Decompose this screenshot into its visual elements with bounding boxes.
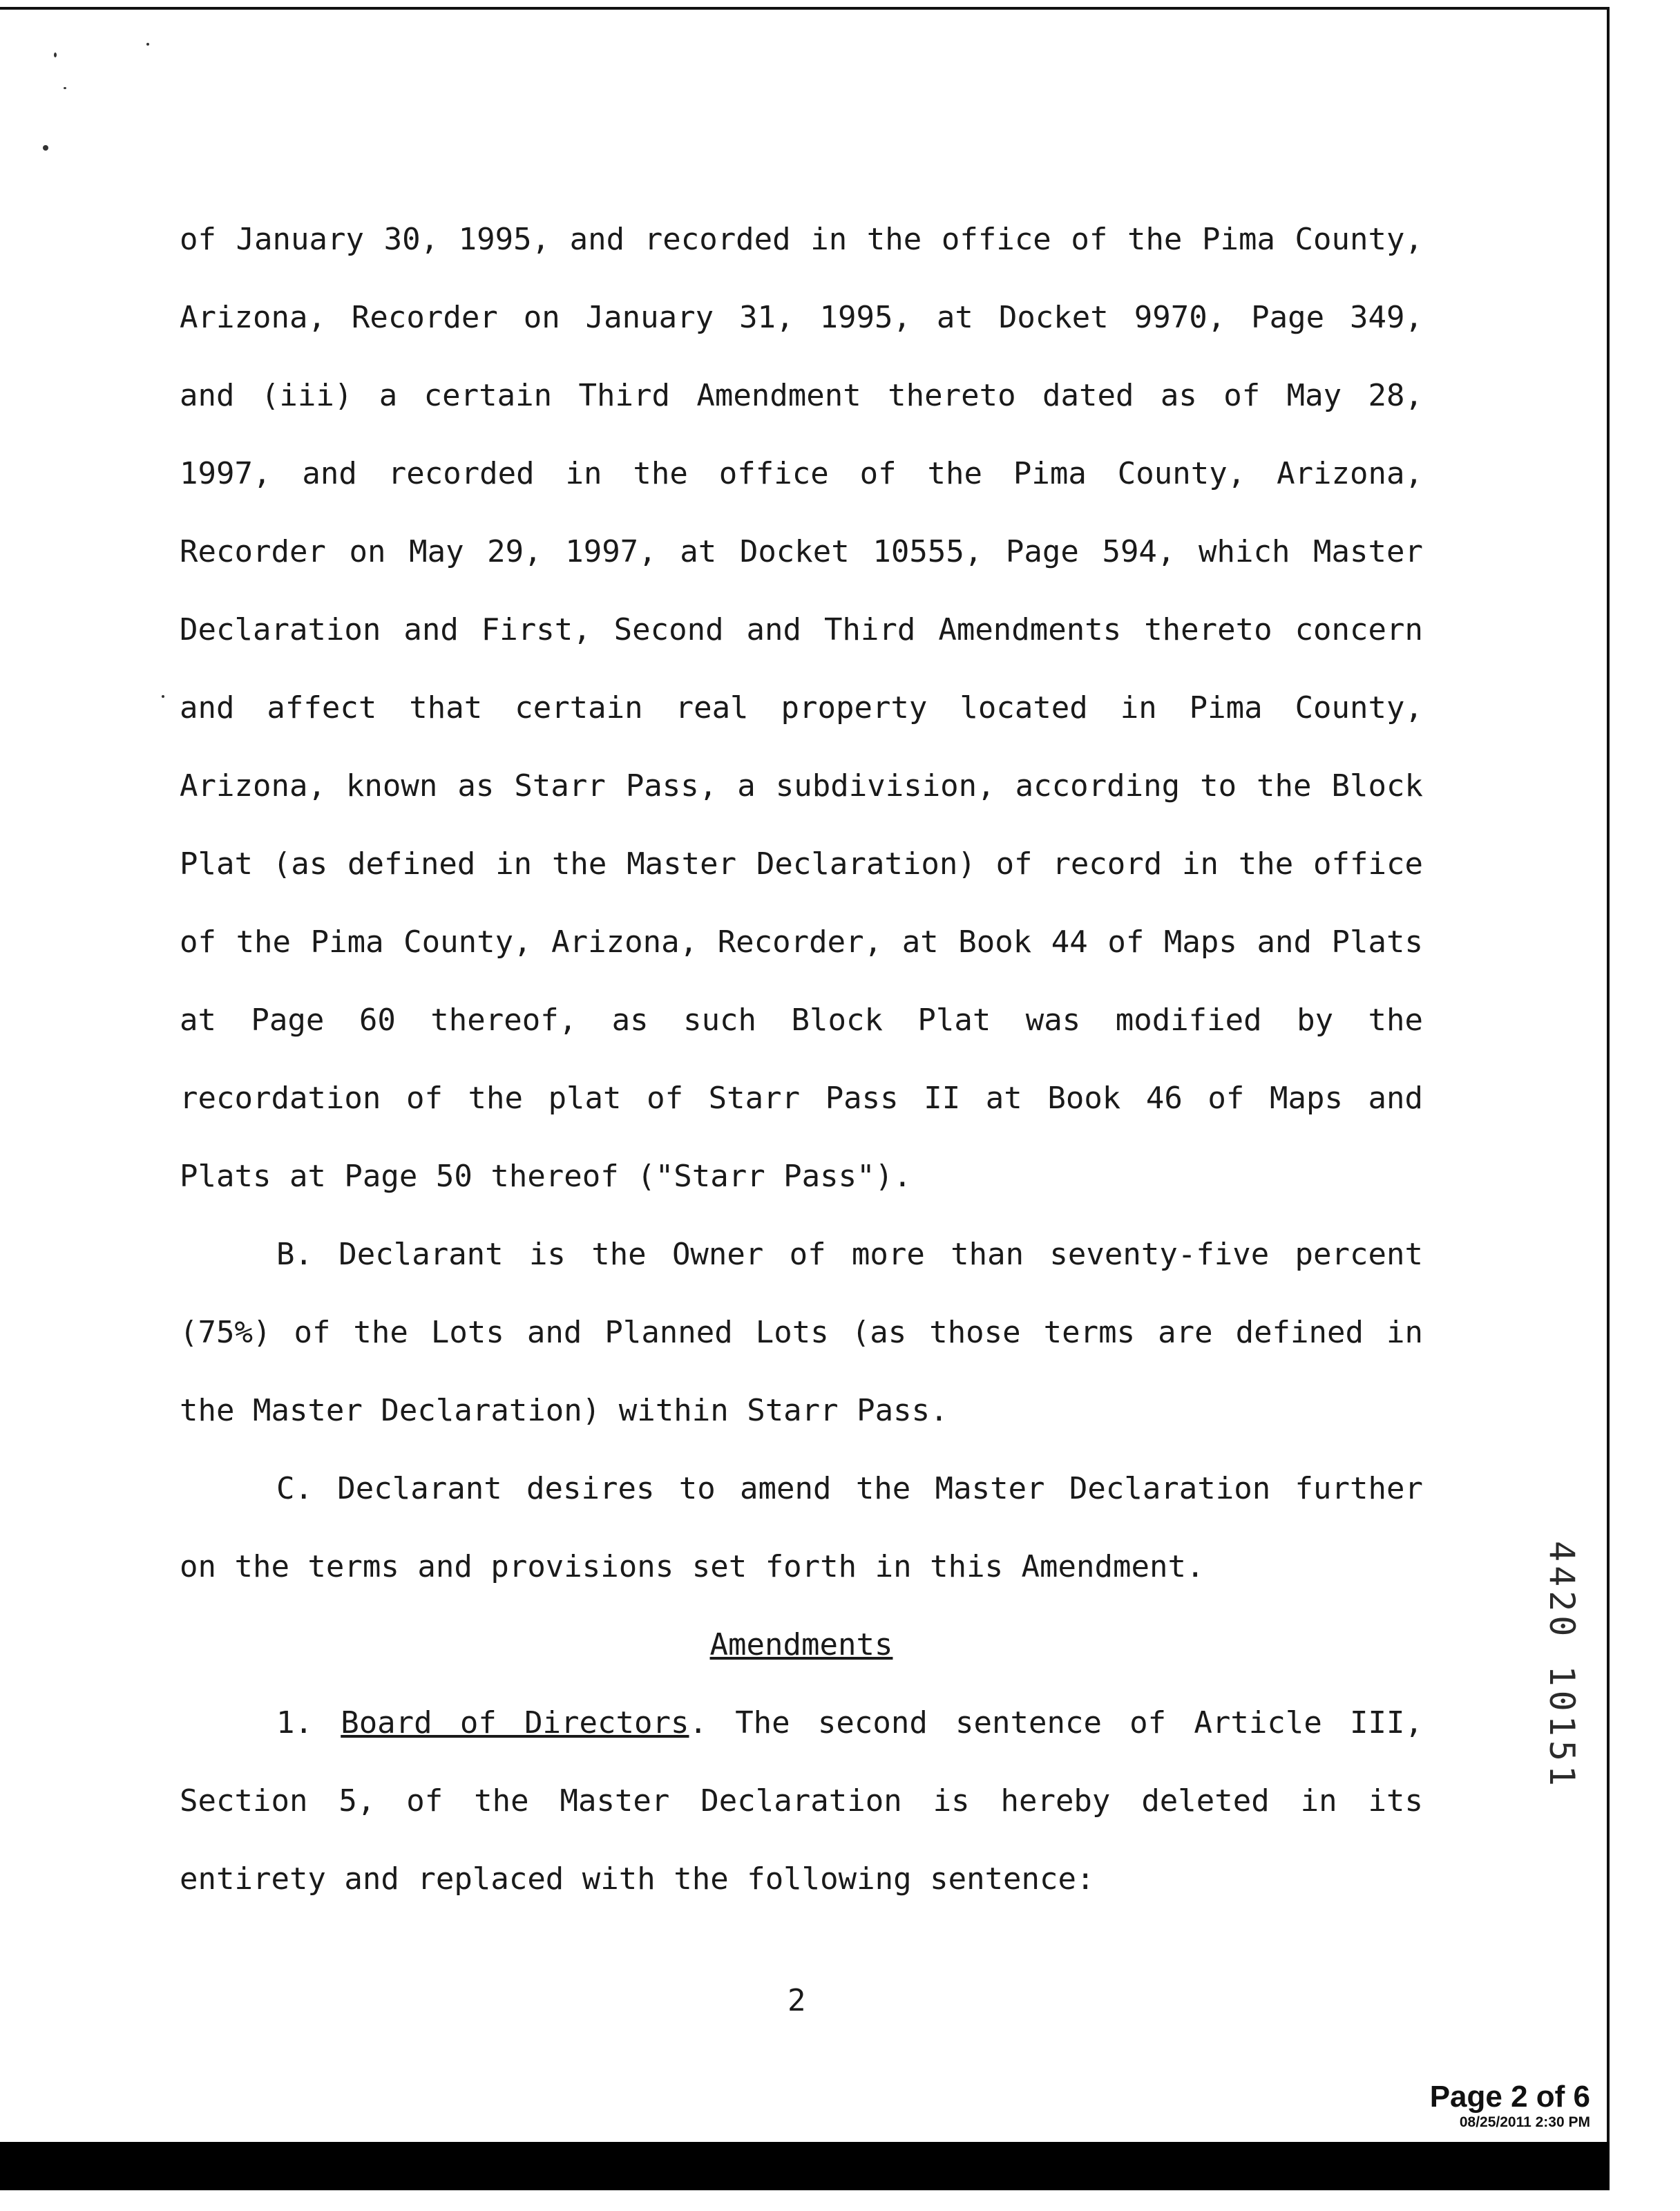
recording-stamp [1540,1541,1596,1886]
text-line: the Master Declaration) within Starr Pass. [180,1393,948,1428]
text-line: Arizona, known as Starr Pass, a subdivision, according to the Block [180,768,1423,804]
text-line: at Page 60 thereof, as such Block Plat was modified by the [180,1003,1423,1038]
recording-stamp-number: 4420 10151 [1542,1541,1582,1791]
item-1-number: 1. [276,1705,313,1740]
item-1-text: . The second sentence of Article III, [689,1705,1423,1740]
text-line: on the terms and provisions set forth in this Amendment. [180,1549,1205,1584]
text-line: (75%) of the Lots and Planned Lots (as those terms are defined in [180,1315,1423,1350]
footer-timestamp: 08/25/2011 2:30 PM [1459,2114,1590,2130]
footer-page-label: Page 2 of 6 [1429,2080,1590,2114]
text-line: Plats at Page 50 thereof ("Starr Pass"). [180,1159,912,1194]
scan-speck [146,43,149,46]
text-line: Recorder on May 29, 1997, at Docket 10555, Page 594, which Master [180,534,1423,569]
text-line: recordation of the plat of Starr Pass II at Book 46 of Maps and [180,1081,1423,1116]
text-line: and (iii) a certain Third Amendment thereto dated as of May 28, [180,378,1423,413]
section-heading [180,1606,1423,1684]
text-line: Plat (as defined in the Master Declaration) of record in the office [180,846,1423,882]
text-line: Section 5, of the Master Declaration is hereby deleted in its [180,1783,1423,1819]
paragraph-b-line: B. Declarant is the Owner of more than seventy-five percent [276,1237,1423,1272]
amendments-heading: Amendments [709,1627,893,1662]
text-line: of the Pima County, Arizona, Recorder, at Book 44 of Maps and Plats [180,924,1423,960]
scan-speck [43,145,48,151]
footer-page-info [1430,2080,1590,2131]
bottom-scan-bar [0,2142,1610,2190]
right-border [1607,7,1610,2142]
scan-speck [54,53,57,57]
paragraph-c-line: C. Declarant desires to amend the Master Declaration further [276,1471,1423,1506]
text-line: and affect that certain real property located in Pima County, [180,690,1423,725]
text-line: Arizona, Recorder on January 31, 1995, at Docket 9970, Page 349, [180,300,1423,335]
top-border [0,7,1610,10]
text-line: 1997, and recorded in the office of the Pima County, Arizona, [180,456,1423,491]
item-1-title: Board of Directors [341,1705,689,1740]
page-number: 2 [788,1983,806,2018]
item-1-line [180,1684,1423,1762]
document-body [180,200,1423,1918]
scan-speck [64,87,66,89]
text-line: entirety and replaced with the following sentence: [180,1861,1095,1897]
text-line: Declaration and First, Second and Third Amendments thereto concern [180,612,1423,647]
scan-speck [162,695,164,698]
text-line: of January 30, 1995, and recorded in the office of the Pima County, [180,222,1423,257]
